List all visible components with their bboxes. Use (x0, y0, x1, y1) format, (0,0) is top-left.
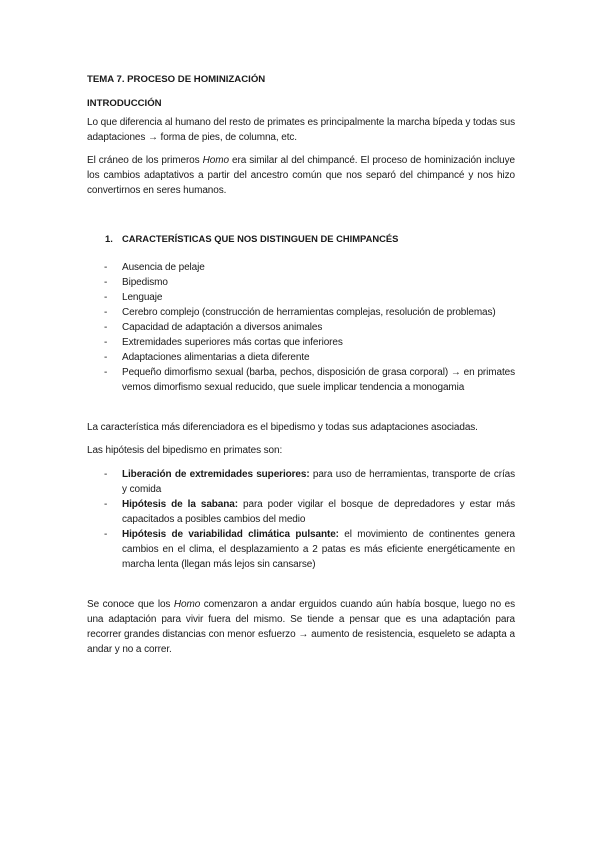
intro-paragraph-1: Lo que diferencia al humano del resto de primates es principalmente la marcha bípeda y todas sus adaptaciones → forma de pies, de columna, etc. (87, 117, 515, 143)
list-item-text: Lenguaje (122, 292, 163, 303)
intro-p2-italic: Homo (202, 155, 229, 166)
list-item (87, 305, 515, 320)
list-item (87, 350, 515, 365)
document-page (87, 72, 515, 657)
paragraph-bipedism-main: La característica más diferenciadora es el bipedismo y todas sus adaptaciones asociadas. (87, 422, 478, 433)
list-item-text: Bipedismo (122, 277, 168, 288)
list-item-text: Extremidades superiores más cortas que inferiores (122, 337, 343, 348)
list-bullet: - (104, 337, 108, 348)
list-item (87, 527, 515, 572)
list-item (87, 290, 515, 305)
paragraph-homo-walking (87, 597, 515, 657)
hypothesis-title: Liberación de extremidades superiores: (122, 469, 310, 480)
list-bullet: - (104, 499, 108, 510)
list-bullet: - (104, 322, 108, 333)
list-item (87, 275, 515, 290)
list-bullet: - (104, 277, 108, 288)
list-item-text: Pequeño dimorfismo sexual (barba, pechos, disposición de grasa corporal) → en primates vemos dimorfismo sexual reducido, que suele implicar tendencia a monogamia (122, 367, 515, 393)
list-bullet: - (104, 292, 108, 303)
section-1-heading (105, 231, 515, 246)
section-1-title: CARACTERÍSTICAS QUE NOS DISTINGUEN DE CHIMPANCÉS (122, 233, 399, 244)
list-item-text: Ausencia de pelaje (122, 262, 205, 273)
section-1-number: 1. (105, 233, 113, 244)
characteristics-list (87, 260, 515, 395)
p5-text-b: comenzaron a andar erguidos cuando aún había bosque, luego no es una adaptación para vivir fuera del mismo. Se tiende a pensar que es una adaptación para recorrer grandes distancias con menor esfuerzo → aumento de resistencia, esqueleto se adapta a andar y no a correr. (87, 599, 515, 655)
list-item (87, 365, 515, 395)
intro-p2-text-a: El cráneo de los primeros (87, 155, 203, 166)
paragraph-hypotheses-intro: Las hipótesis del bipedismo en primates son: (87, 445, 283, 456)
list-item (87, 497, 515, 527)
intro-heading: INTRODUCCIÓN (87, 98, 162, 109)
list-bullet: - (104, 529, 108, 540)
list-bullet: - (104, 352, 108, 363)
hypothesis-text: para poder vigilar el bosque de depredadores y estar más capacitados a posibles cambios del medio (122, 499, 516, 525)
list-item (87, 335, 515, 350)
document-title: TEMA 7. PROCESO DE HOMINIZACIÓN (87, 74, 266, 85)
list-item (87, 320, 515, 335)
hypothesis-text: el movimiento de continentes genera cambios en el clima, el desplazamiento a 2 patas es más eficiente energéticamente en marcha lenta (llegan más lejos sin cansarse) (122, 529, 515, 570)
list-bullet: - (104, 262, 108, 273)
list-bullet: - (104, 469, 108, 480)
hypothesis-title: Hipótesis de la sabana: (122, 499, 238, 510)
list-item (87, 260, 515, 275)
intro-p2-text-b: era similar al del chimpancé. El proceso de hominización incluye los cambios adaptativos a partir del ancestro común que nos separó del chimpancé y nos hizo convertirnos en seres humanos. (87, 155, 515, 196)
hypothesis-title: Hipótesis de variabilidad climática pulsante: (122, 529, 339, 540)
hypotheses-list (87, 467, 515, 572)
list-item-text: Adaptaciones alimentarias a dieta diferente (122, 352, 310, 363)
list-bullet: - (104, 307, 108, 318)
p5-text-a: Se conoce que los (87, 599, 174, 610)
list-item (87, 467, 515, 497)
hypothesis-text: para uso de herramientas, transporte de crías y comida (122, 469, 515, 495)
list-bullet: - (104, 367, 108, 378)
intro-paragraph-2 (87, 153, 515, 198)
p5-italic: Homo (173, 599, 201, 610)
list-item-text: Capacidad de adaptación a diversos animales (122, 322, 323, 333)
list-item-text: Cerebro complejo (construcción de herramientas complejas, resolución de problemas) (122, 307, 496, 318)
